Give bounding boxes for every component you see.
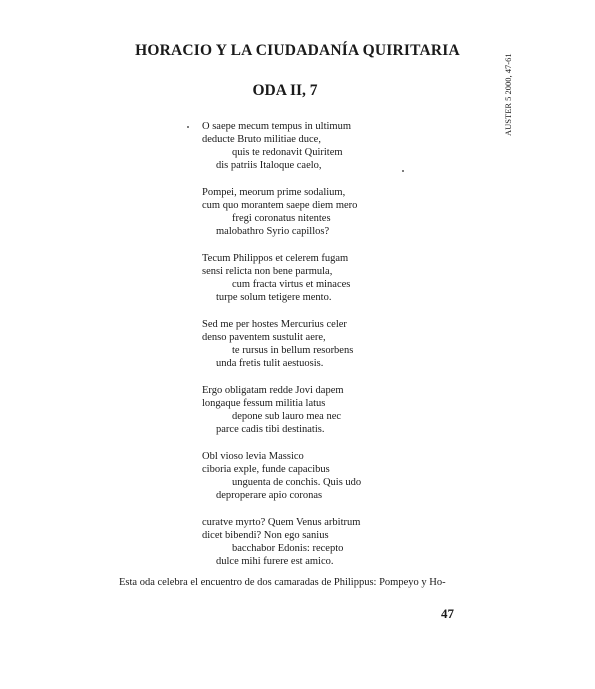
page-title: HORACIO Y LA CIUDADANÍA QUIRITARIA (135, 42, 460, 59)
poem-line: parce cadis tibi destinatis. (216, 423, 325, 435)
poem-line: sensi relicta non bene parmula, (202, 265, 333, 277)
poem-line: deducte Bruto militiae duce, (202, 133, 321, 145)
poem-line: quis te redonavit Quiritem (232, 146, 343, 158)
poem-line: ciboria exple, funde capacibus (202, 463, 330, 475)
stanza (0, 253, 595, 305)
poem-line: Pompei, meorum prime sodalium, (202, 187, 346, 199)
stanza (0, 187, 595, 239)
stanza (0, 451, 595, 503)
poem-line: unguenta de conchis. Quis udo (232, 476, 362, 488)
poem-line: cum fracta virtus et minaces (232, 278, 351, 290)
poem-line: malobathro Syrio capillos? (216, 225, 330, 237)
stanza (0, 319, 595, 371)
poem-line: bacchabor Edonis: recepto (232, 542, 344, 554)
poem-line: dis patriis Italoque caelo, (216, 159, 322, 171)
poem-line: turpe solum tetigere mento. (216, 291, 332, 303)
poem-line: dulce mihi furere est amico. (216, 555, 334, 567)
stanza (0, 385, 595, 437)
poem (0, 121, 595, 583)
page-number: 47 (441, 606, 454, 621)
poem-line: fregi coronatus nitentes (232, 212, 331, 224)
poem-line: O saepe mecum tempus in ultimum (202, 121, 352, 132)
stanza (0, 121, 595, 173)
body-paragraph: Esta oda celebra el encuentro de dos camaradas de Philippus: Pompeyo y Ho- (119, 577, 446, 588)
poem-line: denso paventem sustulit aere, (202, 331, 326, 343)
poem-line: te rursus in bellum resorbens (232, 344, 354, 356)
poem-line: deproperare apio coronas (216, 489, 323, 501)
poem-line: cum quo morantem saepe diem mero (202, 199, 358, 211)
stanza (0, 517, 595, 569)
running-head: AUSTER 5 2000, 47-61 (503, 53, 513, 136)
poem-line: Ergo obligatam redde Jovi dapem (202, 385, 344, 397)
poem-line: dicet bibendi? Non ego sanius (202, 530, 329, 541)
poem-line: Sed me per hostes Mercurius celer (202, 319, 347, 331)
poem-line: depone sub lauro mea nec (232, 410, 342, 422)
poem-line: curatve myrto? Quem Venus arbitrum (202, 517, 361, 529)
poem-line: Tecum Philippos et celerem fugam (202, 253, 349, 265)
poem-line: Obl vioso levia Massico (202, 451, 304, 463)
poem-line: longaque fessum militia latus (202, 397, 326, 409)
poem-line: unda fretis tulit aestuosis. (216, 357, 324, 369)
poem-title: ODA II, 7 (252, 82, 318, 99)
